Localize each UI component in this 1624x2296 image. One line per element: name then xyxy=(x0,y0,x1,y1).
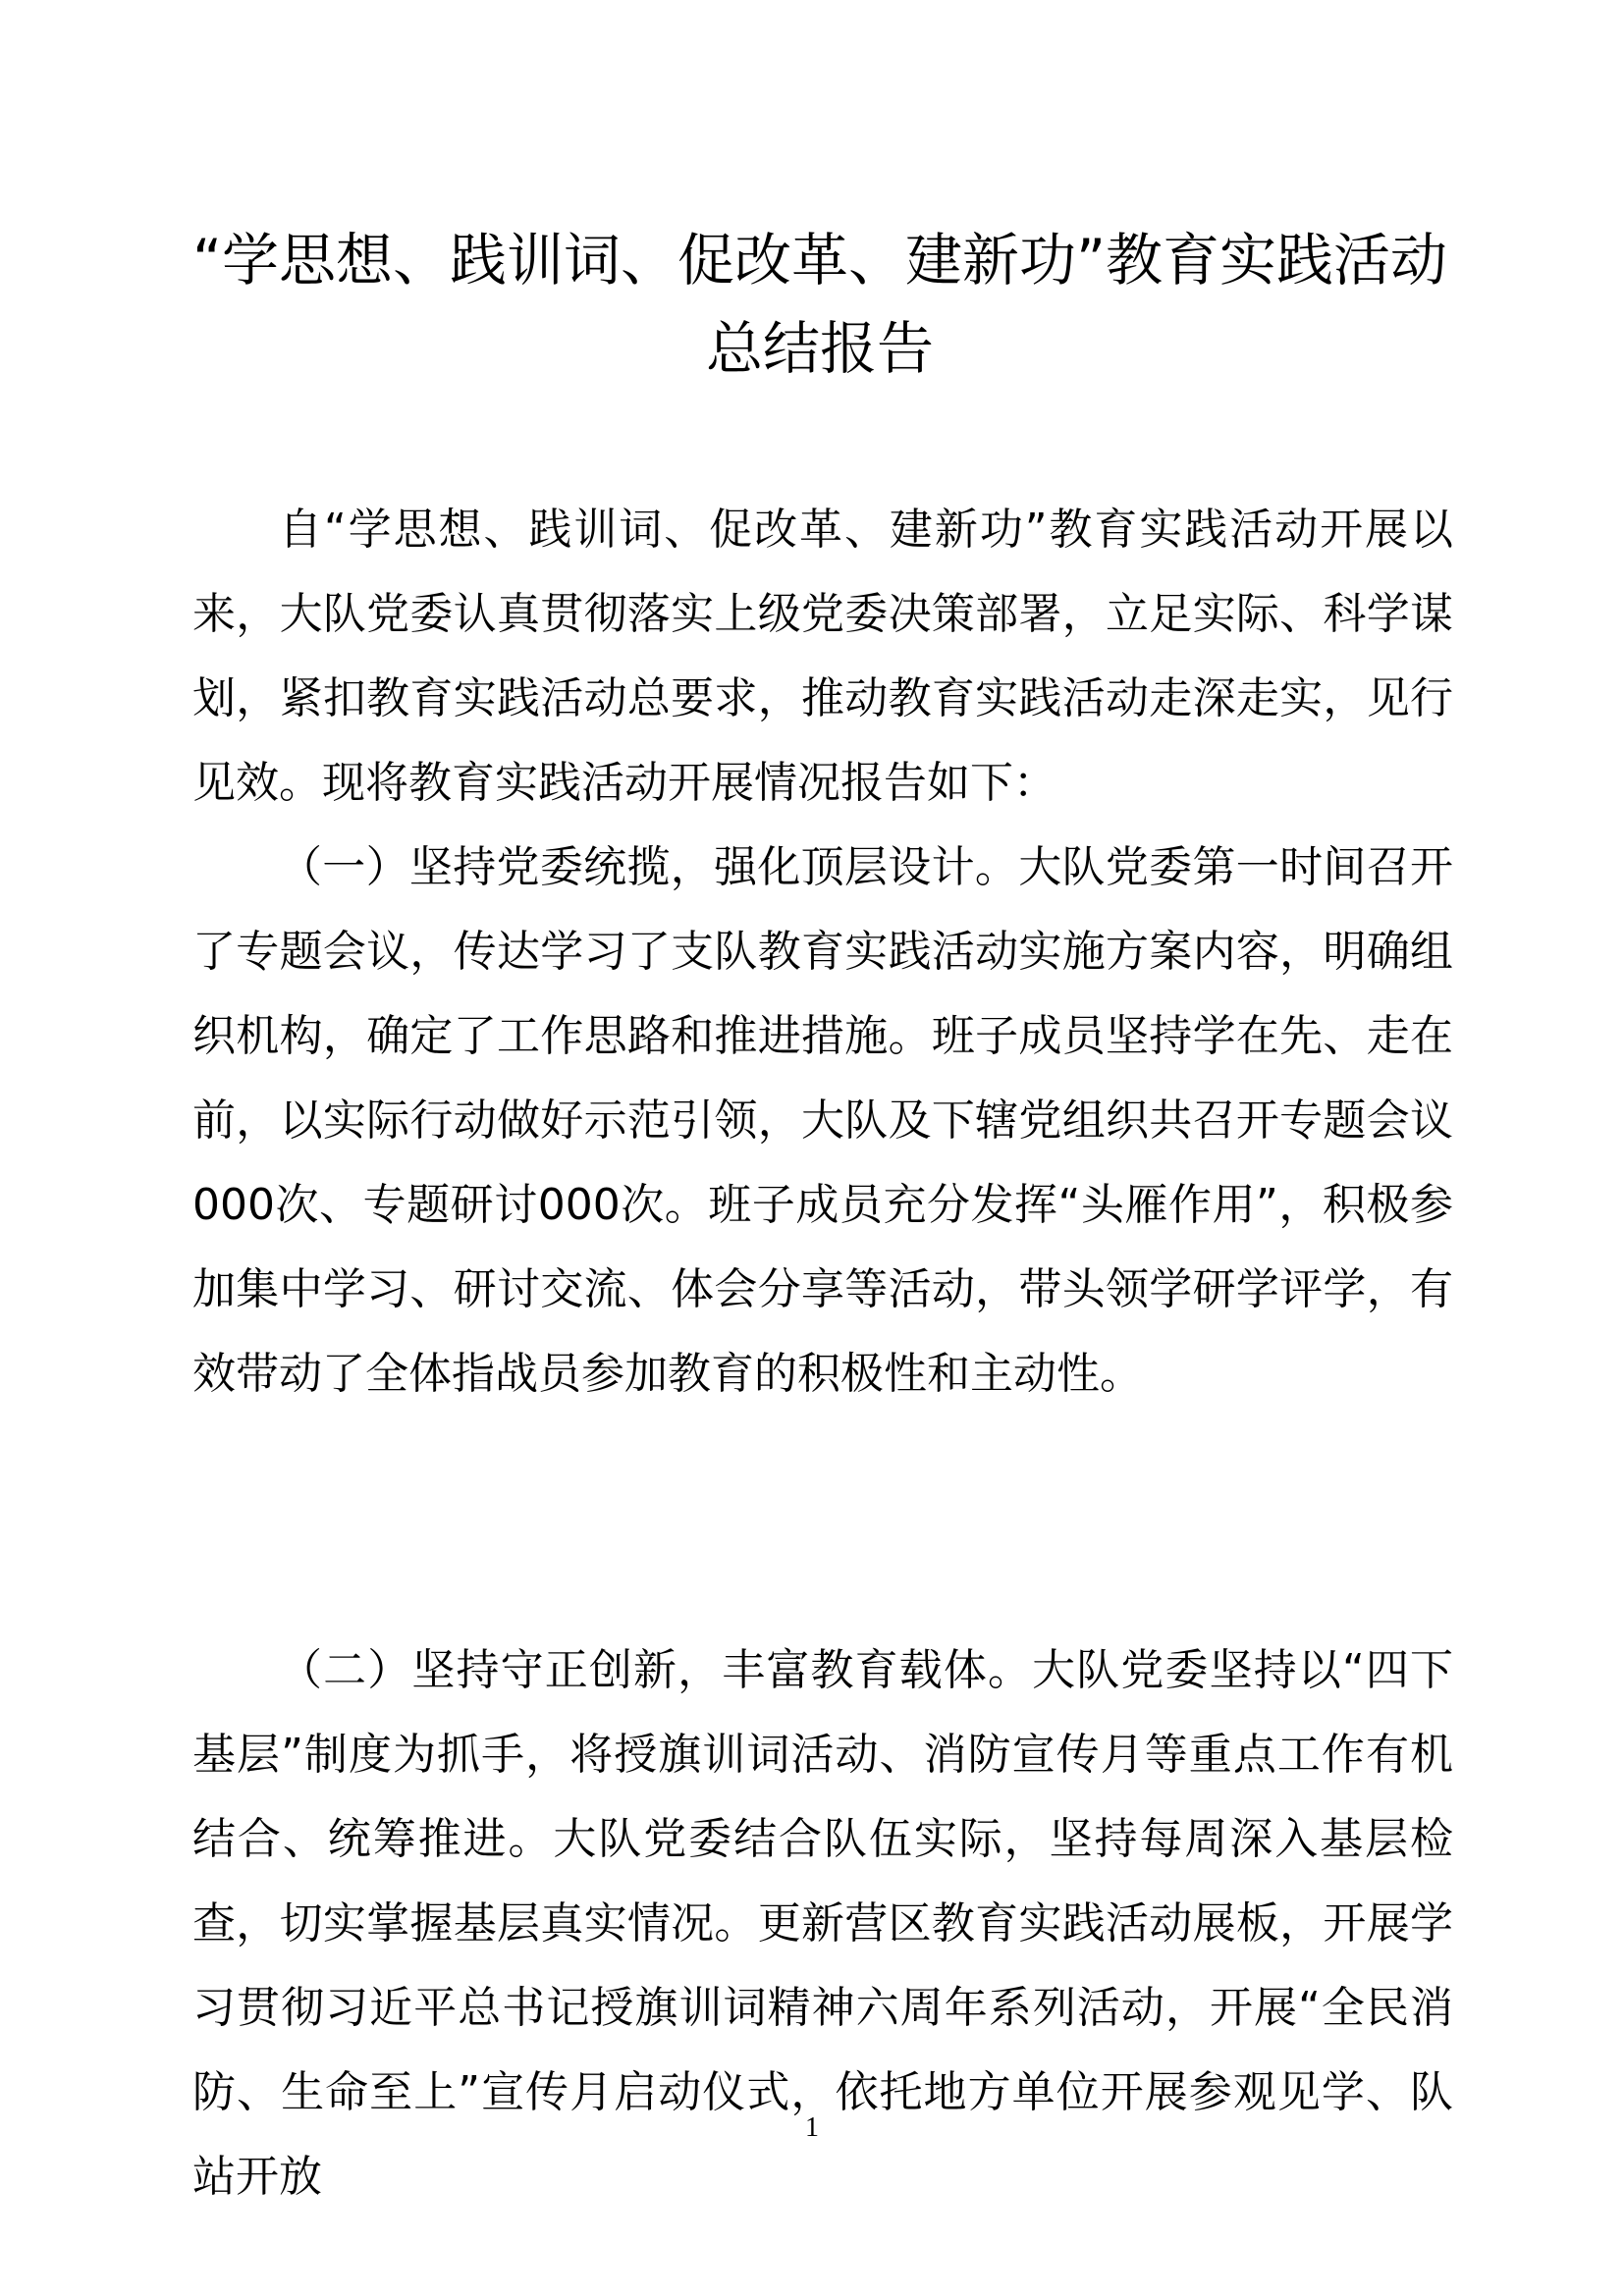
section-one-paragraph: （一）坚持党委统揽，强化顶层设计。大队党委第一时间召开了专题会议，传达学习了支队教育实践活动实施方案内容，明确组织机构，确定了工作思路和推进措施。班子成员坚持学在先、走在前，以实际行动做好示范引领，大队及下辖党组织共召开专题会议000次、专题研讨000次。班子成员充分发挥“头雁作用”，积极参加集中学习、研讨交流、体会分享等活动，带头领学研学评学，有效带动了全体指战员参加教育的积极性和主动性。 xyxy=(192,842,1453,1399)
page-number: 1 xyxy=(805,2112,819,2143)
document-title: “学思想、践训词、促改革、建新功”教育实践活动总结报告 xyxy=(191,227,1448,382)
intro-paragraph: 自“学思想、践训词、促改革、建新功”教育实践活动开展以来，大队党委认真贯彻落实上级党委决策部署，立足实际、科学谋划，紧扣教育实践活动总要求，推动教育实践活动走深走实，见行见效。现将教育实践活动开展情况报告如下： xyxy=(192,505,1453,808)
section-one-block xyxy=(192,826,1453,1416)
section-two-paragraph: （二）坚持守正创新，丰富教育载体。大队党委坚持以“四下基层”制度为抓手，将授旗训词活动、消防宣传月等重点工作有机结合、统筹推进。大队党委结合队伍实际，坚持每周深入基层检查，切实掌握基层真实情况。更新营区教育实践活动展板，开展学习贯彻习近平总书记授旗训词精神六周年系列活动，开展“全民消防、生命至上”宣传月启动仪式，依托地方单位开展参观见学、队站开放 xyxy=(192,1645,1453,2202)
intro-paragraph-block xyxy=(192,488,1453,826)
